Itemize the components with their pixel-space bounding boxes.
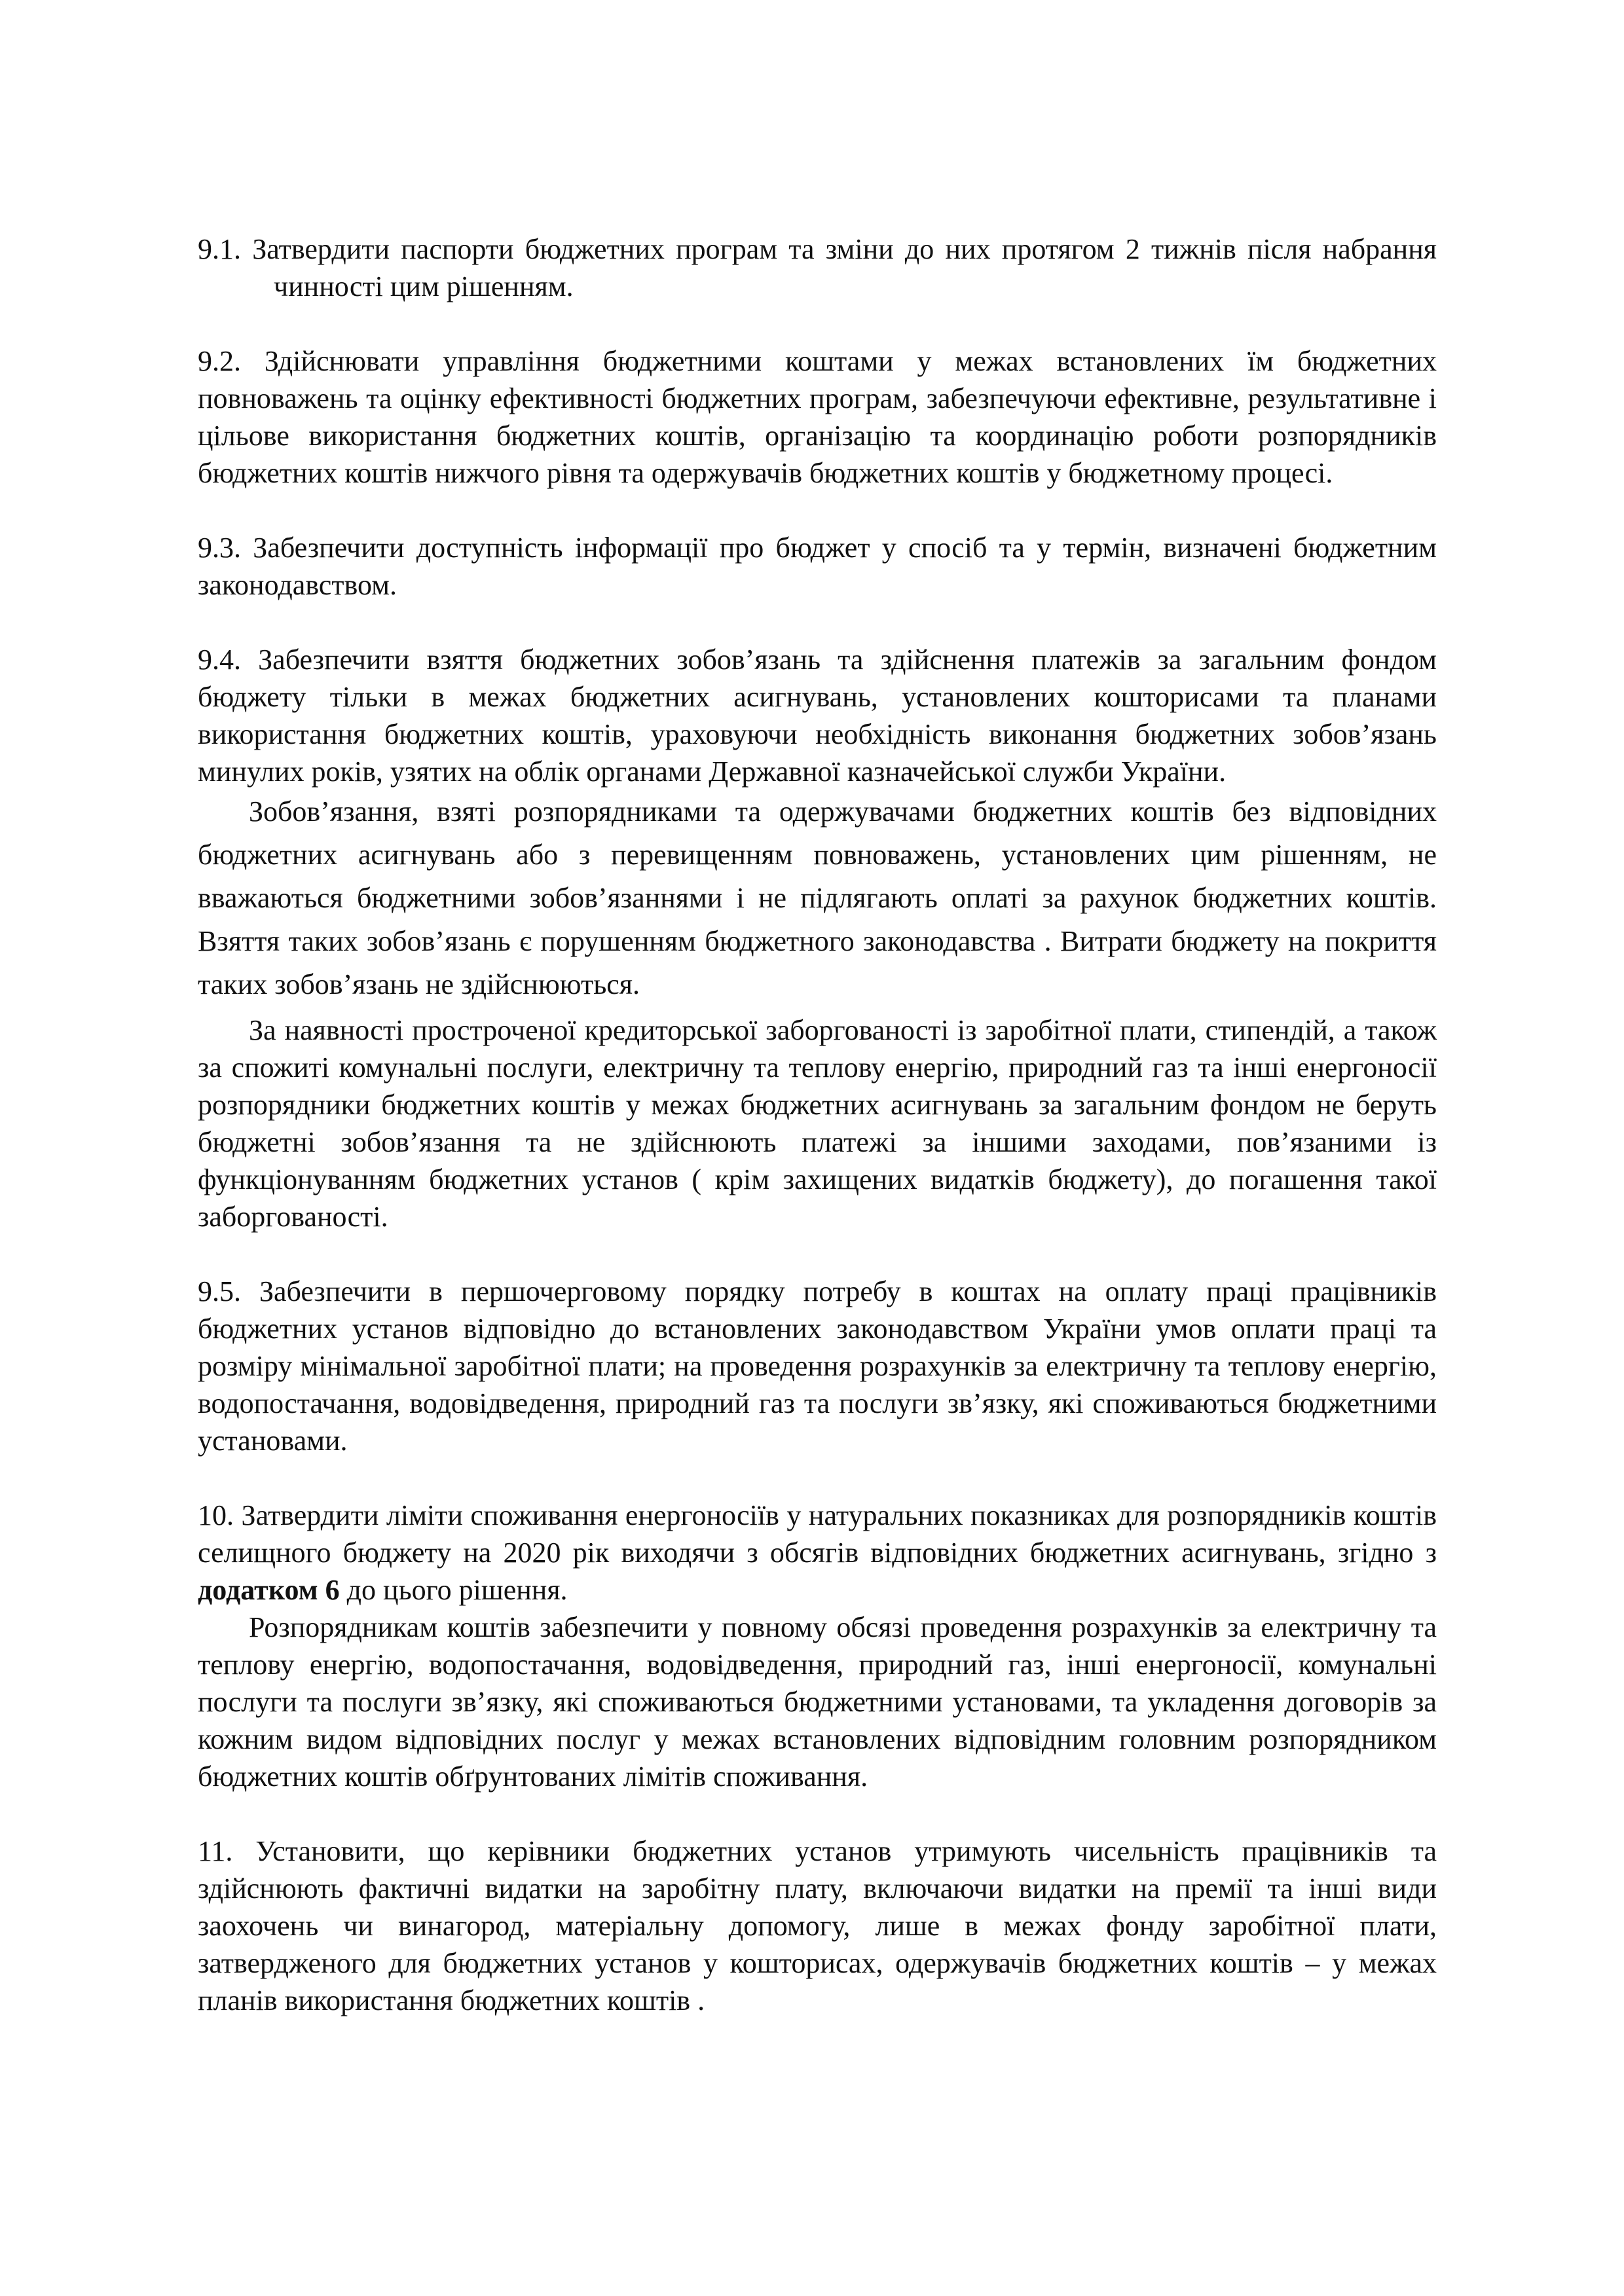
paragraph-9-3: 9.3. Забезпечити доступність інформації про бюджет у спосіб та у термін, визначені бюджетним законодавством. [198,532,1437,601]
document-body [198,230,1437,2019]
appendix-6-reference: додатком 6 [198,1574,340,1606]
paragraph-obligations: Зобов’язання, взяті розпорядниками та одержувачами бюджетних коштів без відповідних бюджетних асигнувань або з перевищенням повноважень, установлених цим рішенням, не вважаються бюджетними зобов’язаннями і не підлягають оплаті за рахунок бюджетних коштів. Взяття таких зобов’язань є порушенням бюджетного законодавства . Витрати бюджету на покриття таких зобов’язань не здійснюються. [198,795,1437,1000]
paragraph-10-text-end: до цього рішення. [339,1574,568,1606]
paragraph-9-1: 9.1. Затвердити паспорти бюджетних програм та зміни до них протягом 2 тижнів після набрання чинності цим рішенням. [198,233,1437,302]
paragraph-9-2: 9.2. Здійснювати управління бюджетними коштами у межах встановлених їм бюджетних повноважень та оцінку ефективності бюджетних програм, забезпечуючи ефективне, результативне і цільове використання бюджетних коштів, організацію та координацію роботи розпорядників бюджетних коштів нижчого рівня та одержувачів бюджетних коштів у бюджетному процесі. [198,345,1437,489]
paragraph-10 [198,1497,1437,1609]
paragraph-9-4: 9.4. Забезпечити взяття бюджетних зобов’язань та здійснення платежів за загальним фондом бюджету тільки в межах бюджетних асигнувань, установлених кошторисами та планами використання бюджетних коштів, ураховуючи необхідність виконання бюджетних зобов’язань минулих років, узятих на облік органами Державної казначейської служби України. [198,644,1437,788]
paragraph-9-5: 9.5. Забезпечити в першочерговому порядку потребу в коштах на оплату праці працівників бюджетних установ відповідно до встановлених законодавством України умов оплати праці та розміру мінімальної заробітної плати; на проведення розрахунків за електричну та теплову енергію, водопостачання, водовідведення, природний газ та послуги зв’язку, які споживаються бюджетними установами. [198,1275,1437,1457]
paragraph-arrears: За наявності простроченої кредиторської заборгованості із заробітної плати, стипендій, а також за спожиті комунальні послуги, електричну та теплову енергію, природний газ та інші енергоносії розпорядники бюджетних коштів у межах бюджетних асигнувань за загальним фондом не беруть бюджетні зобов’язання та не здійснюють платежі за іншими заходами, пов’язаними із функціонуванням бюджетних установ ( крім захищених видатків бюджету), до погашення такої заборгованості. [198,1014,1437,1233]
paragraph-10-text-start: 10. Затвердити ліміти споживання енергоносіїв у натуральних показниках для розпорядників коштів селищного бюджету на 2020 рік виходячи з обсягів відповідних бюджетних асигнувань, згідно з [198,1499,1437,1569]
paragraph-11: 11. Установити, що керівники бюджетних установ утримують чисельність працівників та здійснюють фактичні видатки на заробітну плату, включаючи видатки на премії та інші види заохочень чи винагород, матеріальну допомогу, лише в межах фонду заробітної плати, затвердженого для бюджетних установ у кошторисах, одержувачів бюджетних коштів – у межах планів використання бюджетних коштів . [198,1835,1437,2016]
paragraph-energy-payments: Розпорядникам коштів забезпечити у повному обсязі проведення розрахунків за електричну та теплову енергію, водопостачання, водовідведення, природний газ, інші енергоносії, комунальні послуги та послуги зв’язку, які споживаються бюджетними установами, та укладення договорів за кожним видом відповідних послуг у межах встановлених відповідним головним розпорядником бюджетних коштів обґрунтованих лімітів споживання. [198,1611,1437,1793]
